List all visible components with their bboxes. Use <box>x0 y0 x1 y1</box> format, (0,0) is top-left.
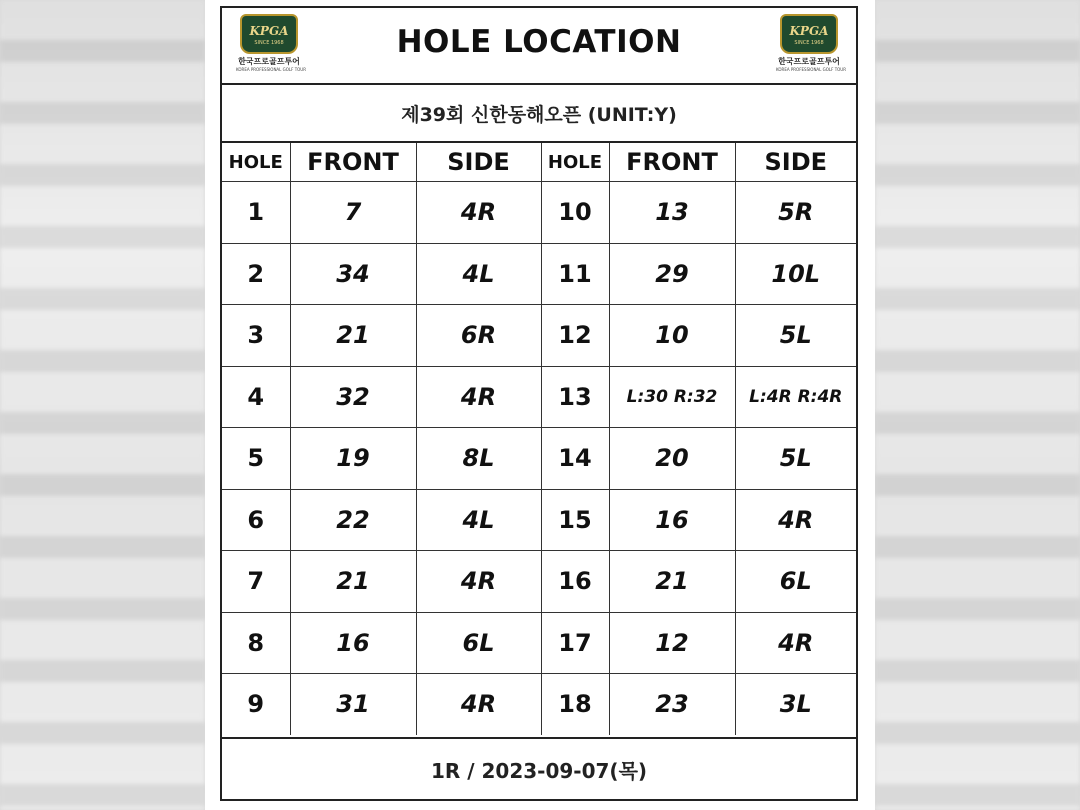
side-offset: 3L <box>735 674 856 735</box>
badge-text: KPGA <box>249 24 289 38</box>
page-title: HOLE LOCATION <box>396 24 682 60</box>
hole-number: 7 <box>222 551 290 613</box>
logo-korean-name: 한국프로골프투어 <box>778 57 840 66</box>
side-offset: 5L <box>735 305 856 367</box>
hole-number: 13 <box>541 366 609 428</box>
table-row <box>222 305 856 367</box>
hole-number: 6 <box>222 489 290 551</box>
front-distance: 13 <box>609 182 735 244</box>
tournament-subtitle: 제39회 신한동해오픈 (UNIT:Y) <box>222 85 856 143</box>
table-row <box>222 243 856 305</box>
side-offset: 4R <box>416 674 541 735</box>
column-header-hole: HOLE <box>222 143 290 182</box>
table-row <box>222 551 856 613</box>
hole-location-sheet <box>205 0 875 810</box>
side-offset: 6L <box>735 551 856 613</box>
front-distance: 31 <box>290 674 416 735</box>
column-header-hole: HOLE <box>541 143 609 182</box>
side-offset: 4L <box>416 243 541 305</box>
front-distance: 21 <box>609 551 735 613</box>
hole-number: 17 <box>541 612 609 674</box>
front-distance: 7 <box>290 182 416 244</box>
table-header-row <box>222 143 856 182</box>
hole-location-table <box>222 143 856 735</box>
table-row <box>222 182 856 244</box>
side-offset: 4R <box>735 489 856 551</box>
front-distance: 22 <box>290 489 416 551</box>
side-offset: L:4R R:4R <box>735 366 856 428</box>
hole-number: 2 <box>222 243 290 305</box>
table-row <box>222 612 856 674</box>
blurred-background-right <box>875 0 1080 810</box>
table-row <box>222 366 856 428</box>
badge-text: KPGA <box>789 24 829 38</box>
round-date-footer: 1R / 2023-09-07(목) <box>222 737 856 799</box>
hole-number: 11 <box>541 243 609 305</box>
logo-english-name: KOREA PROFESSIONAL GOLF TOUR <box>776 67 847 72</box>
front-distance: 12 <box>609 612 735 674</box>
hole-number: 18 <box>541 674 609 735</box>
front-distance: 16 <box>609 489 735 551</box>
badge-since: SINCE 1968 <box>794 40 824 46</box>
front-distance: 21 <box>290 305 416 367</box>
column-header-front: FRONT <box>290 143 416 182</box>
hole-number: 8 <box>222 612 290 674</box>
front-distance: 32 <box>290 366 416 428</box>
hole-number: 15 <box>541 489 609 551</box>
front-distance: 34 <box>290 243 416 305</box>
front-distance: 21 <box>290 551 416 613</box>
front-distance: 10 <box>609 305 735 367</box>
side-offset: 4L <box>416 489 541 551</box>
side-offset: 8L <box>416 428 541 490</box>
logo-korean-name: 한국프로골프투어 <box>238 57 300 66</box>
hole-number: 9 <box>222 674 290 735</box>
side-offset: 10L <box>735 243 856 305</box>
hole-number: 12 <box>541 305 609 367</box>
blurred-background-left <box>0 0 205 810</box>
column-header-side: SIDE <box>735 143 856 182</box>
front-distance: 29 <box>609 243 735 305</box>
hole-number: 14 <box>541 428 609 490</box>
side-offset: 6L <box>416 612 541 674</box>
side-offset: 4R <box>416 551 541 613</box>
hole-number: 3 <box>222 305 290 367</box>
side-offset: 4R <box>735 612 856 674</box>
side-offset: 4R <box>416 182 541 244</box>
side-offset: 5L <box>735 428 856 490</box>
hole-number: 5 <box>222 428 290 490</box>
hole-number: 10 <box>541 182 609 244</box>
front-distance: 19 <box>290 428 416 490</box>
table-row <box>222 489 856 551</box>
hole-number: 1 <box>222 182 290 244</box>
side-offset: 5R <box>735 182 856 244</box>
kpga-badge-icon <box>780 14 838 54</box>
sheet-frame <box>220 6 858 801</box>
front-distance: L:30 R:32 <box>609 366 735 428</box>
sheet-header <box>222 8 856 85</box>
side-offset: 6R <box>416 305 541 367</box>
table-row <box>222 428 856 490</box>
front-distance: 20 <box>609 428 735 490</box>
hole-number: 16 <box>541 551 609 613</box>
badge-since: SINCE 1968 <box>254 40 284 46</box>
logo-english-name: KOREA PROFESSIONAL GOLF TOUR <box>236 67 307 72</box>
front-distance: 23 <box>609 674 735 735</box>
side-offset: 4R <box>416 366 541 428</box>
front-distance: 16 <box>290 612 416 674</box>
hole-number: 4 <box>222 366 290 428</box>
column-header-side: SIDE <box>416 143 541 182</box>
column-header-front: FRONT <box>609 143 735 182</box>
table-row <box>222 674 856 735</box>
kpga-logo-right <box>776 14 847 78</box>
